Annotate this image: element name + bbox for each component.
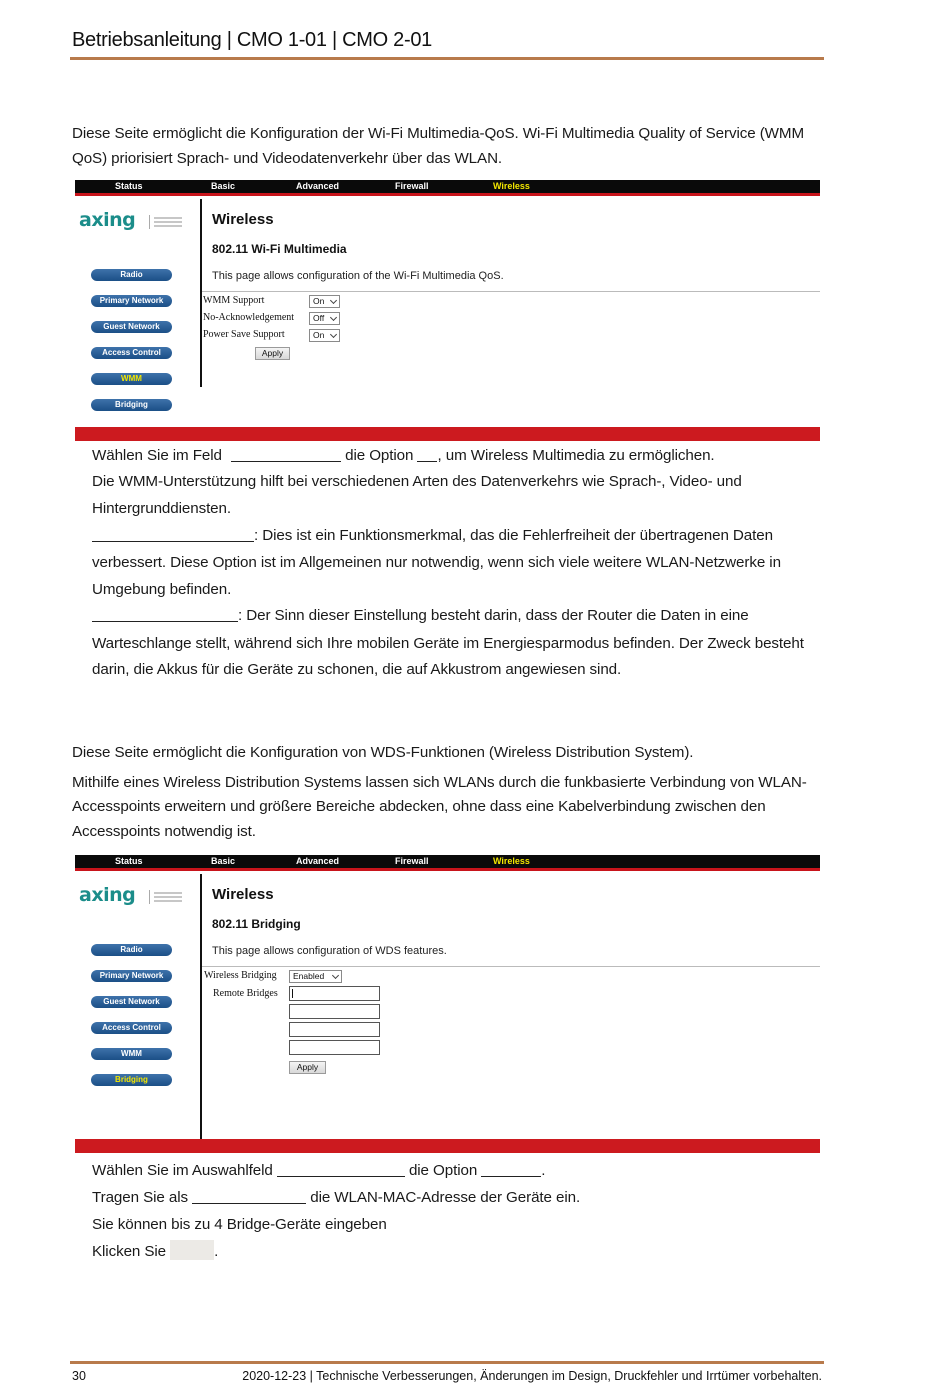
wmm-intro-line-1: Diese Seite ermöglicht die Konfiguration der Wi-Fi Multimedia-QoS. Wi-Fi Multimedia Quality of Service (WMM bbox=[72, 125, 805, 142]
wds-instruction-4 bbox=[92, 1240, 218, 1264]
sidebar-item-access-control: Access Control bbox=[91, 347, 172, 359]
sidebar-item-guest-network: Guest Network bbox=[91, 321, 172, 333]
wireless-bridging-label: Wireless Bridging bbox=[204, 970, 277, 981]
instr-text: Klicken Sie bbox=[92, 1243, 167, 1260]
logo-tagline-graphic bbox=[149, 215, 185, 229]
router-footer-bar bbox=[75, 1139, 820, 1153]
router-nav-bar bbox=[75, 180, 820, 196]
nav-status: Status bbox=[115, 181, 143, 191]
wireless-bridging-select[interactable]: Enabled bbox=[289, 970, 342, 983]
blank-field bbox=[277, 1162, 405, 1177]
wds-intro-2: Mithilfe eines Wireless Distribution Systems lassen sich WLANs durch die funkbasierte Verbindung von WLAN- bbox=[72, 774, 807, 791]
power-save-label: Power Save Support bbox=[203, 329, 285, 340]
blank-no-ack bbox=[92, 527, 254, 542]
page-subtitle: 802.11 Bridging bbox=[212, 917, 301, 931]
page-description: This page allows configuration of the Wi-Fi Multimedia QoS. bbox=[212, 270, 504, 282]
router-sidebar bbox=[75, 874, 200, 1139]
remote-bridges-label: Remote Bridges bbox=[213, 988, 278, 999]
page-title: Wireless bbox=[212, 211, 274, 228]
page-footer bbox=[70, 1361, 824, 1383]
wmm-instruction-2: Die WMM-Unterstützung hilft bei verschiedenen Arten des Datenverkehrs wie Sprach-, Video- und bbox=[92, 473, 742, 490]
apply-button[interactable]: Apply bbox=[289, 1061, 326, 1074]
blank-option bbox=[417, 447, 437, 462]
remote-bridge-input-2[interactable] bbox=[289, 1004, 380, 1019]
wmm-instruction-4 bbox=[92, 524, 773, 548]
wmm-instruction-9: darin, die Akkus für die Geräte zu schonen, die auf Akkustrom angewiesen sind. bbox=[92, 661, 622, 678]
instr-text: die Option bbox=[345, 447, 414, 464]
wds-intro-4: Accesspoints notwendig ist. bbox=[72, 823, 256, 840]
router-footer-bar bbox=[75, 427, 820, 441]
instr-text: Wählen Sie im Auswahlfeld bbox=[92, 1162, 273, 1179]
axing-logo bbox=[79, 884, 199, 910]
page-number: 30 bbox=[72, 1369, 86, 1383]
blank-power-save bbox=[92, 607, 238, 622]
power-save-select[interactable]: On bbox=[309, 329, 340, 342]
nav-advanced: Advanced bbox=[296, 856, 340, 866]
nav-status: Status bbox=[115, 856, 143, 866]
wds-intro-1: Diese Seite ermöglicht die Konfiguration von WDS-Funktionen (Wireless Distribution System). bbox=[72, 744, 694, 761]
wds-intro-3: Accesspoints erweitern und größere Bereiche abdecken, ohne dass eine Kabelverbindung zwischen den bbox=[72, 798, 766, 815]
wds-instruction-3: Sie können bis zu 4 Bridge-Geräte eingeben bbox=[92, 1216, 387, 1233]
nav-firewall: Firewall bbox=[395, 856, 429, 866]
remote-bridge-input-3[interactable] bbox=[289, 1022, 380, 1037]
wmm-screenshot bbox=[75, 180, 820, 441]
remote-bridge-input-4[interactable] bbox=[289, 1040, 380, 1055]
nav-advanced: Advanced bbox=[296, 181, 340, 191]
blank-remote-bridges bbox=[192, 1189, 306, 1204]
apply-button[interactable]: Apply bbox=[255, 347, 290, 360]
nav-wireless: Wireless bbox=[493, 181, 530, 191]
page-subtitle: 802.11 Wi-Fi Multimedia bbox=[212, 242, 347, 256]
nav-firewall: Firewall bbox=[395, 181, 429, 191]
axing-logo bbox=[79, 209, 199, 235]
wmm-intro-line-2: QoS) priorisiert Sprach- und Videodatenverkehr über das WLAN. bbox=[72, 150, 503, 167]
logo-tagline-graphic bbox=[149, 890, 185, 904]
sidebar-item-wmm: WMM bbox=[91, 1048, 172, 1060]
instr-text: . bbox=[541, 1162, 546, 1179]
footer-note: 2020-12-23 | Technische Verbesserungen, Änderungen im Design, Druckfehler und Irrtümer vorbehalten. bbox=[242, 1369, 822, 1383]
apply-button-placeholder bbox=[170, 1240, 214, 1260]
wmm-instruction-7 bbox=[92, 604, 749, 628]
sidebar-item-bridging: Bridging bbox=[91, 1074, 172, 1086]
remote-bridge-input-1[interactable] bbox=[289, 986, 380, 1001]
instr-text: . bbox=[214, 1243, 219, 1260]
no-ack-select[interactable]: Off bbox=[309, 312, 340, 325]
content-rule bbox=[202, 966, 820, 967]
page-title: Wireless bbox=[212, 886, 274, 903]
sidebar-item-wmm: WMM bbox=[91, 373, 172, 385]
logo-wordmark: axing bbox=[79, 884, 136, 906]
wmm-instruction-5: verbessert. Diese Option ist im Allgemeinen nur notwendig, wenn sich viele weitere WLAN-Netzwerke in bbox=[92, 554, 781, 571]
wds-instruction-1 bbox=[92, 1159, 545, 1183]
nav-wireless: Wireless bbox=[493, 856, 530, 866]
wmm-instruction-1 bbox=[92, 444, 715, 468]
instr-text: Tragen Sie als bbox=[92, 1189, 188, 1206]
wmm-support-label: WMM Support bbox=[203, 295, 265, 306]
instr-text: : Der Sinn dieser Einstellung besteht darin, dass der Router die Daten in eine bbox=[238, 607, 749, 624]
document-title: Betriebsanleitung | CMO 1-01 | CMO 2-01 bbox=[72, 29, 432, 51]
instr-text: Wählen Sie im Feld bbox=[92, 447, 222, 464]
instr-text: : Dies ist ein Funktionsmerkmal, das die Fehlerfreiheit der übertragenen Daten bbox=[254, 527, 773, 544]
router-content bbox=[202, 874, 820, 1139]
sidebar-item-bridging: Bridging bbox=[91, 399, 172, 411]
no-ack-label: No-Acknowledgement bbox=[203, 312, 295, 323]
router-sidebar bbox=[75, 199, 200, 409]
sidebar-item-primary-network: Primary Network bbox=[91, 295, 172, 307]
router-nav-bar bbox=[75, 855, 820, 871]
nav-basic: Basic bbox=[211, 181, 236, 191]
logo-wordmark: axing bbox=[79, 209, 136, 231]
bridging-screenshot bbox=[75, 855, 820, 1153]
sidebar-item-primary-network: Primary Network bbox=[91, 970, 172, 982]
wmm-instruction-6: Umgebung befinden. bbox=[92, 581, 232, 598]
instr-text: die WLAN-MAC-Adresse der Geräte ein. bbox=[310, 1189, 581, 1206]
instr-text: , um Wireless Multimedia zu ermöglichen. bbox=[437, 447, 715, 464]
content-rule bbox=[202, 291, 820, 292]
wmm-instruction-8: Warteschlange stellt, während sich Ihre mobilen Geräte im Energiesparmodus befinden. Der Zweck besteht bbox=[92, 635, 804, 652]
sidebar-item-access-control: Access Control bbox=[91, 1022, 172, 1034]
sidebar-item-radio: Radio bbox=[91, 269, 172, 281]
page-header bbox=[70, 26, 824, 60]
wds-instruction-2 bbox=[92, 1186, 580, 1210]
blank-option bbox=[481, 1162, 541, 1177]
sidebar-item-radio: Radio bbox=[91, 944, 172, 956]
nav-basic: Basic bbox=[211, 856, 236, 866]
wmm-instruction-3: Hintergrunddiensten. bbox=[92, 500, 231, 517]
blank-field bbox=[231, 447, 341, 462]
router-content bbox=[202, 199, 820, 419]
page-description: This page allows configuration of WDS features. bbox=[212, 945, 447, 957]
instr-text: die Option bbox=[408, 1162, 478, 1179]
sidebar-item-guest-network: Guest Network bbox=[91, 996, 172, 1008]
wmm-support-select[interactable]: On bbox=[309, 295, 340, 308]
